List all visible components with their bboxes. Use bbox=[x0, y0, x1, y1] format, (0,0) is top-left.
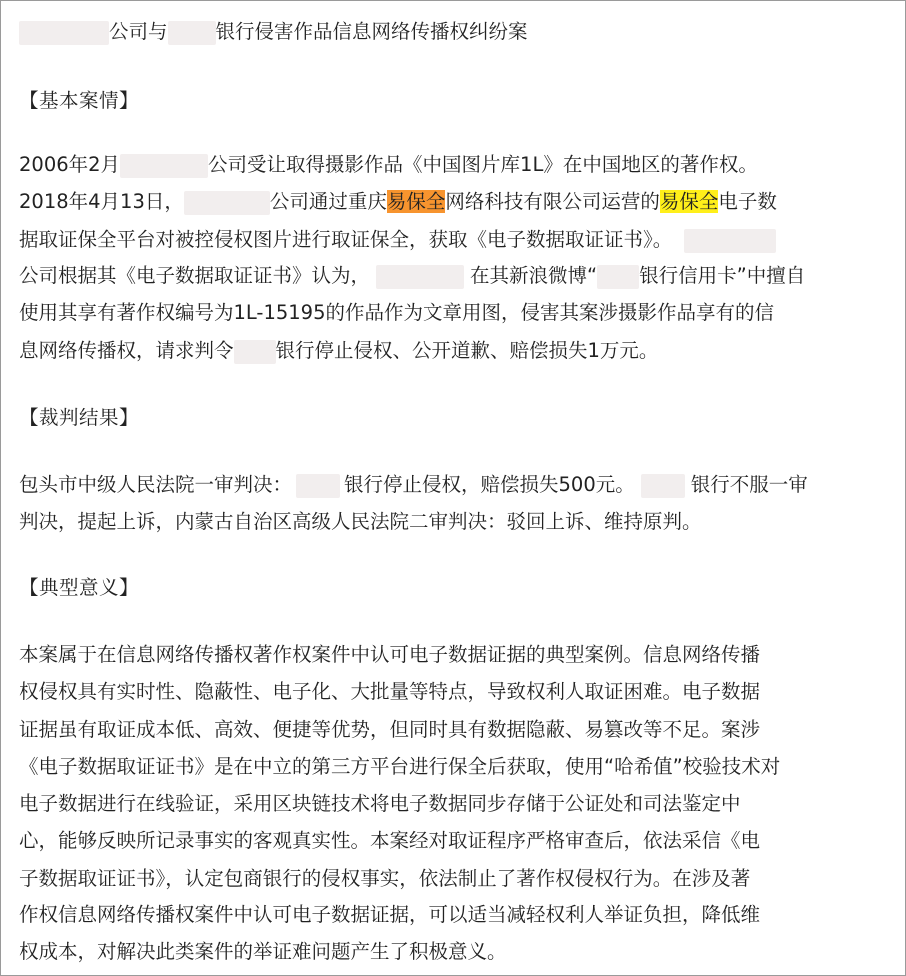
significance-line: 《电子数据取证证书》是在中立的第三方平台进行保全后获取，使用“哈希值”校验技术对 bbox=[19, 755, 781, 778]
significance-line: 作权信息网络传播权案件中认可电子数据证据，可以适当减轻权利人举证负担，降低维 bbox=[19, 903, 761, 926]
highlight-yibaoquan: 易保全 bbox=[386, 190, 446, 213]
section-heading-significance: 【典型意义】 bbox=[19, 576, 140, 599]
significance-line: 权成本，对解决此类案件的举证难问题产生了积极意义。 bbox=[19, 940, 507, 963]
significance-line: 心，能够反映所记录事实的客观真实性。本案经对取证程序严格审查后，依法采信《电 bbox=[19, 829, 761, 852]
significance-line: 本案属于在信息网络传播权著作权案件中认可电子数据证据的典型案例。信息网络传播 bbox=[19, 643, 761, 666]
case-title: 公司与 银行侵害作品信息网络传播权纠纷案 bbox=[19, 18, 528, 46]
redaction-block bbox=[296, 474, 340, 498]
redaction-block bbox=[19, 21, 109, 45]
redaction-block bbox=[234, 340, 276, 364]
result-line-2: 判决，提起上诉，内蒙古自治区高级人民法院二审判决：驳回上诉、维持原判。 bbox=[19, 510, 702, 533]
basic-line-3: 据取证保全平台对被控侵权图片进行取证保全，获取《电子数据取证证书》。 bbox=[19, 226, 776, 254]
basic-line-2: 2018年4月13日， 公司通过重庆易保全网络科技有限公司运营的易保全电子数 bbox=[19, 190, 777, 213]
section-heading-basic: 【基本案情】 bbox=[19, 89, 140, 112]
basic-line-1: 2006年2月 公司受让取得摄影作品《中国图片库1L》在中国地区的著作权。 bbox=[19, 153, 758, 176]
basic-line-5: 使用其享有著作权编号为1L-15195的作品作为文章用图，侵害其案涉摄影作品享有的信 bbox=[19, 301, 774, 324]
redaction-block bbox=[684, 229, 776, 253]
redaction-block bbox=[597, 265, 639, 289]
significance-line: 证据虽有取证成本低、高效、便捷等优势，但同时具有数据隐蔽、易篡改等不足。案涉 bbox=[19, 718, 761, 741]
redaction-block bbox=[168, 21, 216, 45]
redaction-block bbox=[184, 191, 270, 215]
redaction-block bbox=[120, 154, 208, 178]
result-line-1: 包头市中级人民法院一审判决： 银行停止侵权，赔偿损失500元。 银行不服一审 bbox=[19, 473, 808, 496]
section-heading-result: 【裁判结果】 bbox=[19, 406, 140, 429]
redaction-block bbox=[641, 474, 685, 498]
significance-line: 权侵权具有实时性、隐蔽性、电子化、大批量等特点，导致权利人取证困难。电子数据 bbox=[19, 680, 761, 703]
significance-line: 子数据取证证书》，认定包商银行的侵权事实，依法制止了著作权侵权行为。在涉及著 bbox=[19, 867, 751, 890]
significance-line: 电子数据进行在线验证，采用区块链技术将电子数据同步存储于公证处和司法鉴定中 bbox=[19, 792, 741, 815]
basic-line-6: 息网络传播权，请求判令 银行停止侵权、公开道歉、赔偿损失1万元。 bbox=[19, 339, 659, 362]
redaction-block bbox=[376, 265, 464, 289]
highlight-yibaoquan: 易保全 bbox=[659, 190, 719, 213]
basic-line-4: 公司根据其《电子数据取证证书》认为， 在其新浪微博“ 银行信用卡”中擅自 bbox=[19, 264, 806, 287]
